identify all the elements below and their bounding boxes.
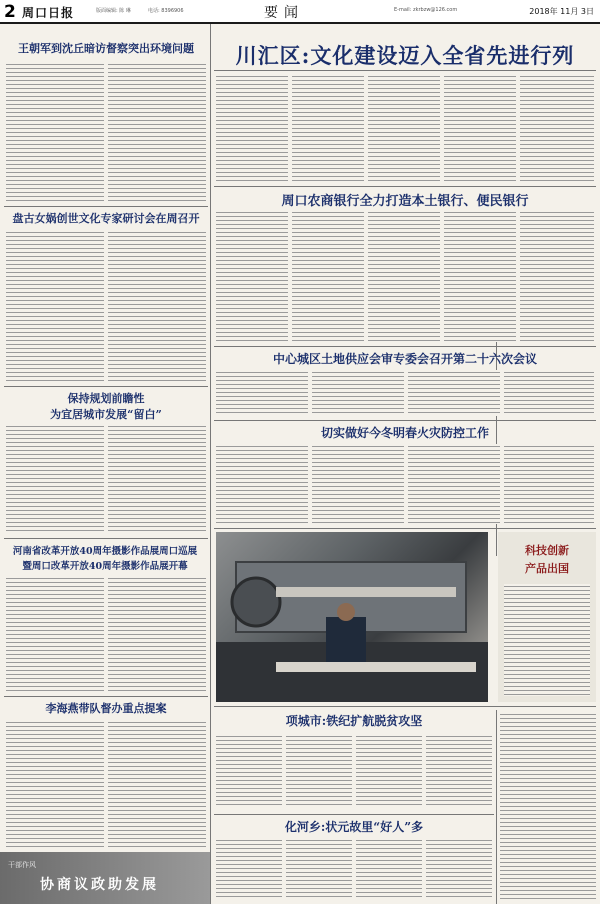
article-text	[504, 444, 594, 524]
article-text	[108, 62, 206, 202]
editor-meta: 版面编辑: 陈 琳	[96, 8, 131, 14]
left-headline-5: 李海燕带队督办重点提案	[45, 702, 167, 715]
article-text	[444, 74, 516, 182]
bank-headline: 周口农商银行全力打造本土银行、便民银行	[281, 194, 529, 209]
article-text	[368, 74, 440, 182]
left-headline-4b: 暨周口改革开放40周年摄影作品展开幕	[22, 561, 188, 572]
article-text	[216, 838, 282, 900]
article-text	[6, 720, 104, 848]
article-text	[500, 712, 596, 900]
banner-small-text: 干部作风	[8, 861, 36, 869]
factory-photo	[216, 532, 488, 702]
article-text	[312, 444, 404, 524]
article-text	[426, 838, 492, 900]
article-text	[6, 576, 104, 692]
land-headline: 中心城区土地供应会审专委会召开第二十六次会议	[272, 352, 537, 366]
divider	[4, 696, 208, 697]
article-text	[6, 62, 104, 202]
left-headline-2: 盘古女娲创世文化专家研讨会在周召开	[12, 212, 200, 225]
article-text	[216, 370, 308, 416]
photo-title-b: 产品出国	[525, 562, 569, 575]
article-text	[408, 370, 500, 416]
banner-big-text: 协商议政助发展	[40, 877, 159, 893]
article-text	[520, 74, 594, 182]
article-text	[292, 74, 364, 182]
left-headline-1: 王朝军到沈丘暗访督察突出环境问题	[18, 42, 194, 55]
article-text	[444, 210, 516, 342]
page-number: 2	[4, 2, 16, 22]
paper-logo: 周口日报	[22, 6, 75, 20]
xiangcheng-headline: 项城市:铁纪扩航脱贫攻坚	[285, 714, 423, 728]
article-text	[216, 74, 288, 182]
article-text	[108, 720, 206, 848]
fire-headline: 切实做好今冬明春火灾防控工作	[320, 426, 489, 440]
divider	[4, 538, 208, 539]
article-text	[286, 838, 352, 900]
article-text	[312, 370, 404, 416]
divider	[214, 346, 596, 347]
divider	[214, 814, 494, 815]
left-headline-3b: 为宜居城市发展“留白”	[50, 408, 162, 421]
divider	[214, 706, 596, 707]
article-text	[356, 734, 422, 808]
article-text	[356, 838, 422, 900]
article-text	[108, 576, 206, 692]
article-text	[108, 424, 206, 534]
divider	[4, 386, 208, 387]
article-text	[286, 734, 352, 808]
section-title: 要闻	[264, 5, 304, 21]
article-text	[504, 370, 594, 416]
article-text	[216, 444, 308, 524]
left-headline-3a: 保持规划前瞻性	[67, 392, 145, 405]
divider	[214, 528, 596, 529]
article-text	[216, 734, 282, 808]
divider	[214, 186, 596, 187]
article-text	[368, 210, 440, 342]
column-rule	[496, 710, 497, 904]
divider	[214, 70, 596, 71]
banner-ad	[0, 852, 210, 904]
caption-text	[504, 584, 590, 696]
divider	[214, 420, 596, 421]
article-text	[216, 210, 288, 342]
article-text	[520, 210, 594, 342]
lead-headline: 川汇区:文化建设迈入全省先进行列	[235, 43, 575, 68]
column-rule	[210, 24, 211, 904]
article-text	[6, 230, 104, 382]
article-text	[292, 210, 364, 342]
huahe-headline: 化河乡:状元故里“好人”多	[284, 820, 424, 834]
photo-illustration	[216, 532, 488, 702]
article-text	[6, 424, 104, 534]
divider	[4, 206, 208, 207]
article-text	[108, 230, 206, 382]
issue-date: 2018年 11月 3日	[529, 7, 594, 16]
article-text	[408, 444, 500, 524]
article-text	[426, 734, 492, 808]
photo-caption	[498, 532, 596, 702]
photo-title-a: 科技创新	[525, 544, 569, 557]
left-headline-4a: 河南省改革开放40周年摄影作品展周口巡展	[12, 546, 198, 557]
masthead	[0, 0, 600, 24]
phone-meta: 电话: 8396906	[148, 8, 184, 14]
email-meta: E-mail: zkrbzw@126.com	[394, 7, 458, 13]
